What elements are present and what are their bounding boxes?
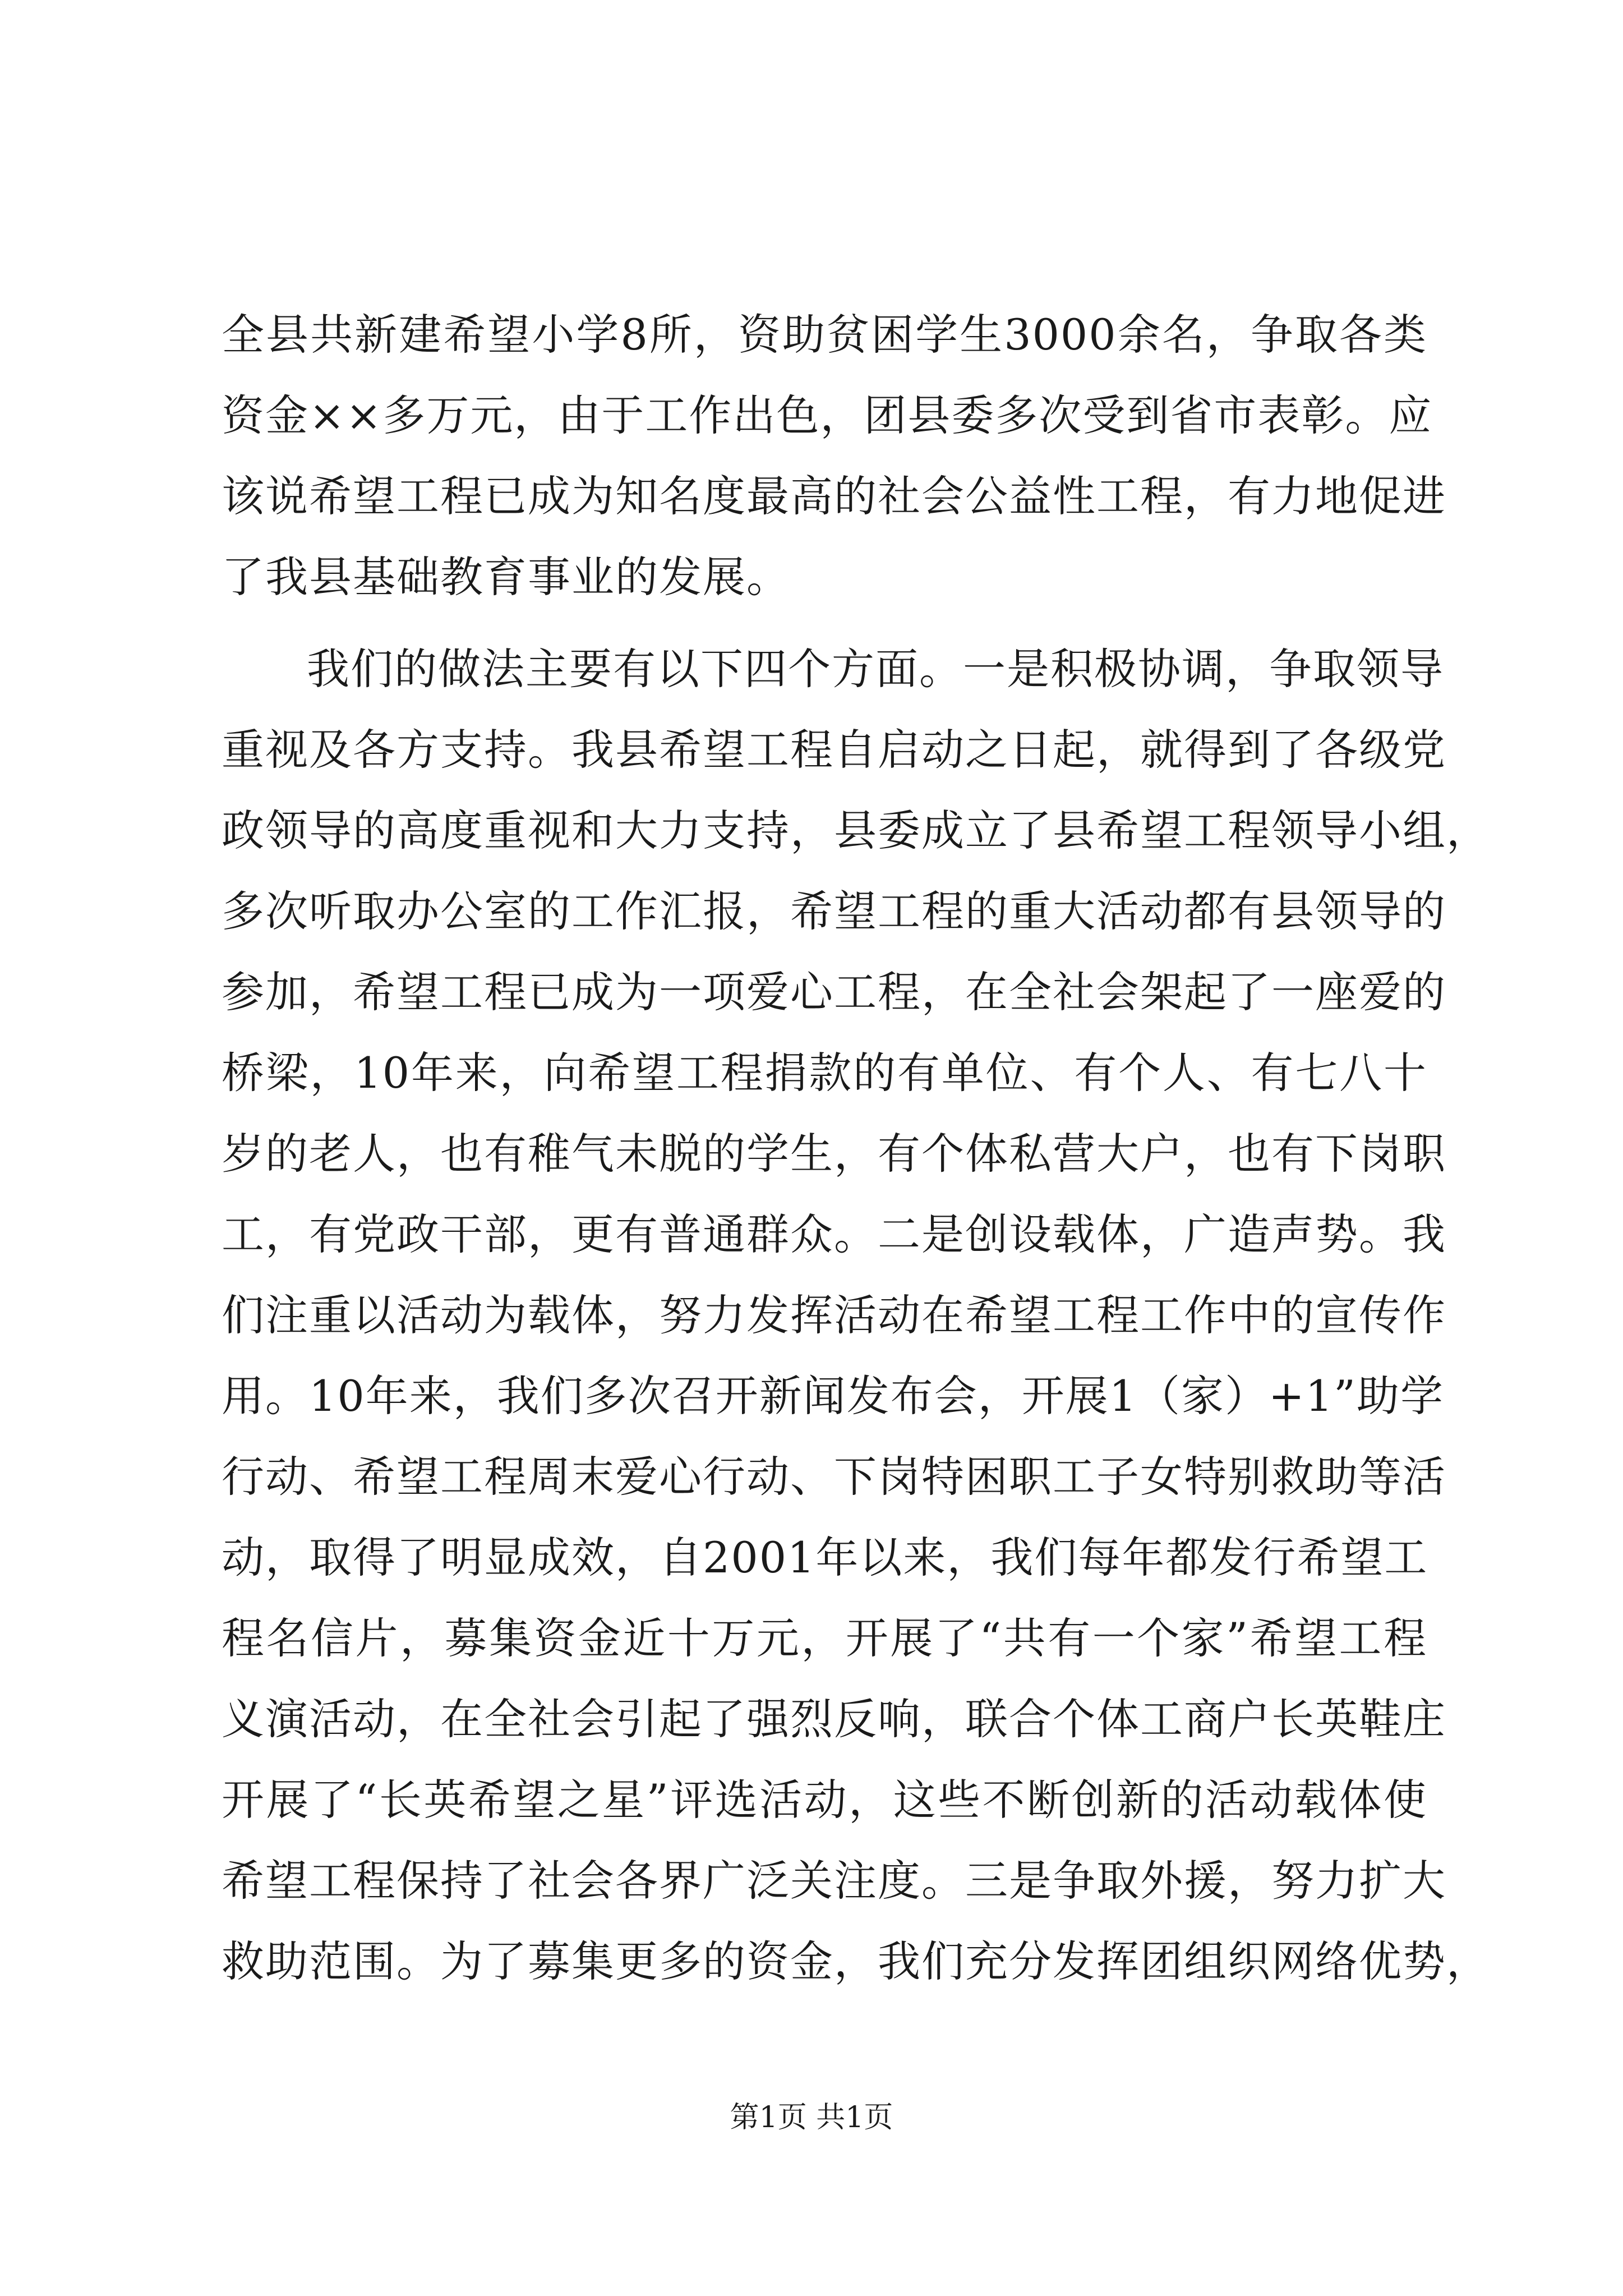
paragraph-2-line-12: 动，取得了明显成效，自2001年以来，我们每年都发行希望工 — [222, 1533, 1428, 1582]
paragraph-2-line-6: 桥梁，10年来，向希望工程捐款的有单位、有个人、有七八十 — [222, 1048, 1427, 1098]
paragraph-1-line-1: 全县共新建希望小学8所，资助贫困学生3000余名，争取各类 — [222, 310, 1427, 360]
paragraph-2-line-13: 程名信片，募集资金近十万元，开展了“共有一个家”希望工程 — [222, 1613, 1427, 1663]
paragraph-2-line-17: 救助范围。为了募集更多的资金，我们充分发挥团组织网络优势， — [222, 1936, 1490, 1986]
page-number: 第1页 共1页 — [730, 2101, 893, 2134]
paragraph-2-line-9: 们注重以活动为载体，努力发挥活动在希望工程工作中的宣传作 — [222, 1290, 1446, 1340]
paragraph-2-line-5: 参加，希望工程已成为一项爱心工程，在全社会架起了一座爱的 — [222, 967, 1446, 1017]
paragraph-1-line-2: 资金××多万元，由于工作出色，团县委多次受到省市表彰。应 — [222, 390, 1433, 440]
paragraph-2-line-7: 岁的老人，也有稚气未脱的学生，有个体私营大户，也有下岗职 — [222, 1129, 1446, 1179]
page-footer — [0, 2098, 1623, 2137]
paragraph-2-line-2: 重视及各方支持。我县希望工程自启动之日起，就得到了各级党 — [222, 725, 1446, 775]
paragraph-2-line-3: 政领导的高度重视和大力支持，县委成立了县希望工程领导小组， — [222, 806, 1490, 855]
paragraph-1-line-4: 了我县基础教育事业的发展。 — [222, 552, 790, 602]
body-text — [222, 295, 1490, 2002]
paragraph-1-line-3: 该说希望工程已成为知名度最高的社会公益性工程，有力地促进 — [222, 471, 1446, 521]
paragraph-gap — [222, 618, 1427, 629]
paragraph-2-line-1: 我们的做法主要有以下四个方面。一是积极协调，争取领导 — [307, 644, 1444, 694]
paragraph-2-line-4: 多次听取办公室的工作汇报，希望工程的重大活动都有县领导的 — [222, 886, 1446, 936]
paragraph-2-line-16: 希望工程保持了社会各界广泛关注度。三是争取外援，努力扩大 — [222, 1856, 1446, 1906]
paragraph-2-line-11: 行动、希望工程周末爱心行动、下岗特困职工子女特别救助等活 — [222, 1452, 1446, 1502]
paragraph-2-line-14: 义演活动，在全社会引起了强烈反响，联合个体工商户长英鞋庄 — [222, 1694, 1446, 1744]
paragraph-2-line-15: 开展了“长英希望之星”评选活动，这些不断创新的活动载体使 — [222, 1775, 1427, 1825]
paragraph-2-line-8: 工，有党政干部，更有普通群众。二是创设载体，广造声势。我 — [222, 1209, 1446, 1259]
paragraph-2-line-10: 用。10年来，我们多次召开新闻发布会，开展1（家）+1”助学 — [222, 1371, 1444, 1421]
